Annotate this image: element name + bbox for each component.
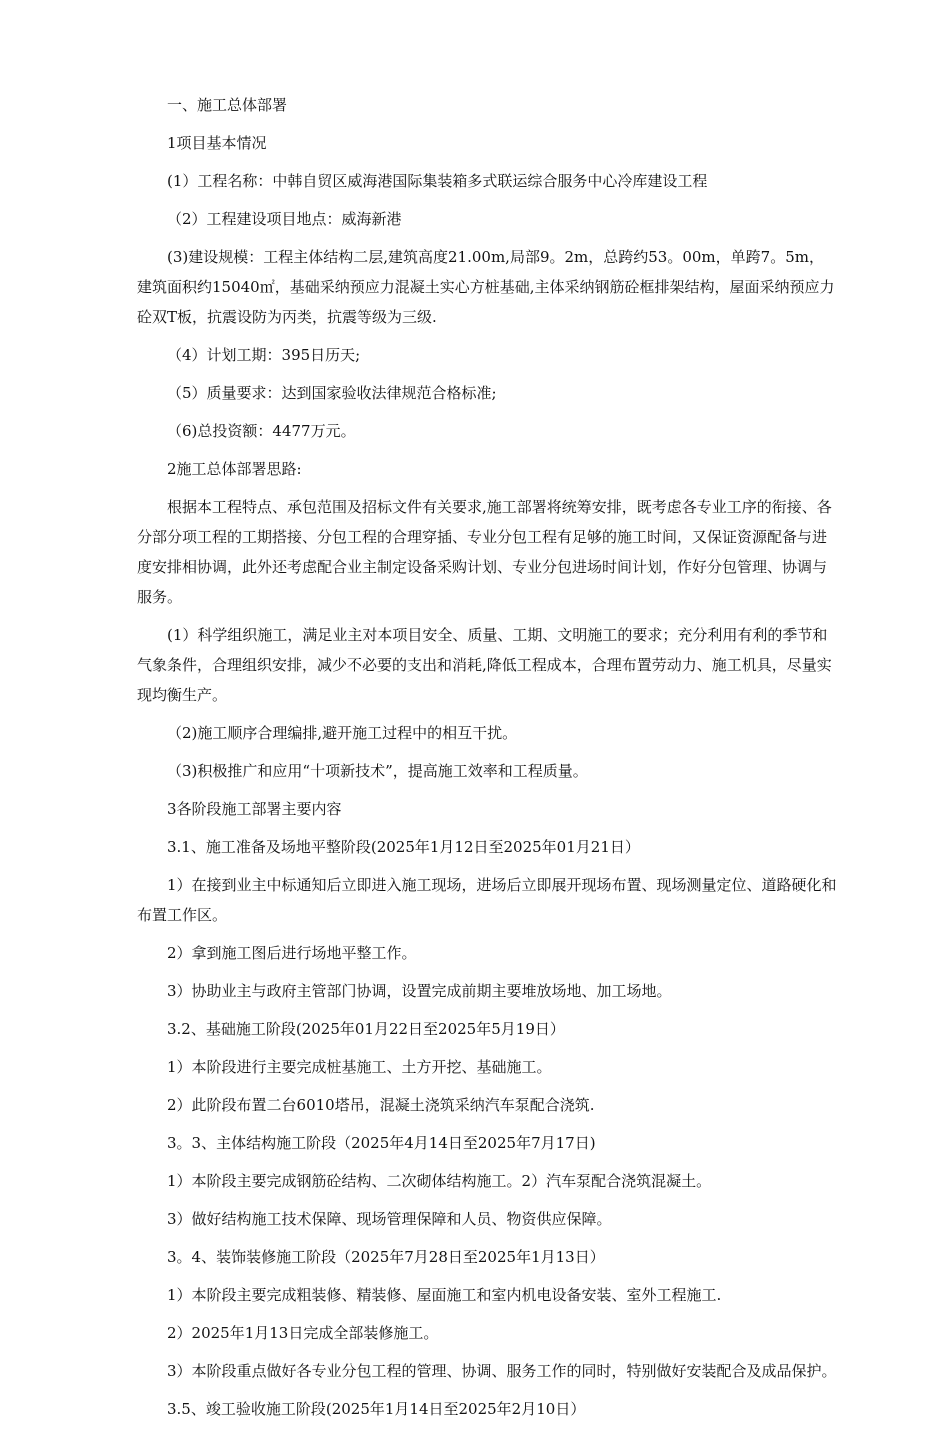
paragraph: (1）科学组织施工，满足业主对本项目安全、质量、工期、文明施工的要求；充分利用有利的季节和气象条件，合理组织安排，减少不必要的支出和消耗,降低工程成本，合理布置劳动力、施工机具，尽量实现均衡生产。 xyxy=(137,626,832,704)
stage-heading: 3。3、主体结构施工阶段（2025年4月14日至2025年7月17日) xyxy=(167,1134,596,1152)
stage-heading: 3。4、装饰装修施工阶段（2025年7月28日至2025年1月13日） xyxy=(167,1248,605,1266)
subsection-heading: 2施工总体部署思路: xyxy=(167,460,302,478)
paragraph: 2）拿到施工图后进行场地平整工作。 xyxy=(167,944,417,962)
paragraph: 3）协助业主与政府主管部门协调，设置完成前期主要堆放场地、加工场地。 xyxy=(167,982,672,1000)
subsection-heading: 3各阶段施工部署主要内容 xyxy=(167,800,342,818)
paragraph: 2）2025年1月13日完成全部装修施工。 xyxy=(167,1324,439,1342)
stage-heading: 3.2、基础施工阶段(2025年01月22日至2025年5月19日） xyxy=(167,1020,565,1038)
stage-heading: 3.1、施工准备及场地平整阶段(2025年1月12日至2025年01月21日） xyxy=(167,838,640,856)
paragraph: （6)总投资额：4477万元。 xyxy=(167,422,356,440)
paragraph: 1）本阶段进行主要完成桩基施工、土方开挖、基础施工。 xyxy=(167,1058,552,1076)
paragraph: 1）在接到业主中标通知后立即进入施工现场，进场后立即展开现场布置、现场测量定位、道路硬化和布置工作区。 xyxy=(137,876,837,924)
paragraph: （5）质量要求：达到国家验收法律规范合格标准; xyxy=(167,384,497,402)
paragraph: (1）工程名称：中韩自贸区威海港国际集装箱多式联运综合服务中心冷库建设工程 xyxy=(167,172,708,190)
paragraph: 3）做好结构施工技术保障、现场管理保障和人员、物资供应保障。 xyxy=(167,1210,612,1228)
paragraph: （4）计划工期：395日历天; xyxy=(167,346,361,364)
paragraph: （3)积极推广和应用“十项新技术”，提高施工效率和工程质量。 xyxy=(167,762,588,780)
section-heading: 一、施工总体部署 xyxy=(167,96,288,114)
paragraph: （2）工程建设项目地点：威海新港 xyxy=(167,210,402,228)
paragraph: 1）本阶段主要完成粗装修、精装修、屋面施工和室内机电设备安装、室外工程施工. xyxy=(167,1286,722,1304)
paragraph: 3）本阶段重点做好各专业分包工程的管理、协调、服务工作的同时，特别做好安装配合及成品保护。 xyxy=(167,1362,837,1380)
paragraph: 根据本工程特点、承包范围及招标文件有关要求,施工部署将统筹安排，既考虑各专业工序的衔接、各分部分项工程的工期搭接、分包工程的合理穿插、专业分包工程有足够的施工时间，又保证资源配备与进度安排相协调，此外还考虑配合业主制定设备采购计划、专业分包进场时间计划，作好分包管理、协调与服务。 xyxy=(137,498,832,606)
paragraph: 2）此阶段布置二台6010塔吊，混凝土浇筑采纳汽车泵配合浇筑. xyxy=(167,1096,595,1114)
paragraph: 1）本阶段主要完成钢筋砼结构、二次砌体结构施工。2）汽车泵配合浇筑混凝土。 xyxy=(167,1172,712,1190)
subsection-heading: 1项目基本情况 xyxy=(167,134,267,152)
stage-heading: 3.5、竣工验收施工阶段(2025年1月14日至2025年2月10日） xyxy=(167,1400,586,1418)
document-body xyxy=(137,90,837,1432)
paragraph: （2)施工顺序合理编排,避开施工过程中的相互干扰。 xyxy=(167,724,518,742)
paragraph: (3)建设规模：工程主体结构二层,建筑高度21.00m,局部9。2m，总跨约53。00m，单跨7。5m，建筑面积约15040㎡，基础采纳预应力混凝土实心方桩基础,主体采纳钢筋砼框排架结构，屋面采纳预应力砼双T板，抗震设防为丙类，抗震等级为三级. xyxy=(137,248,835,326)
